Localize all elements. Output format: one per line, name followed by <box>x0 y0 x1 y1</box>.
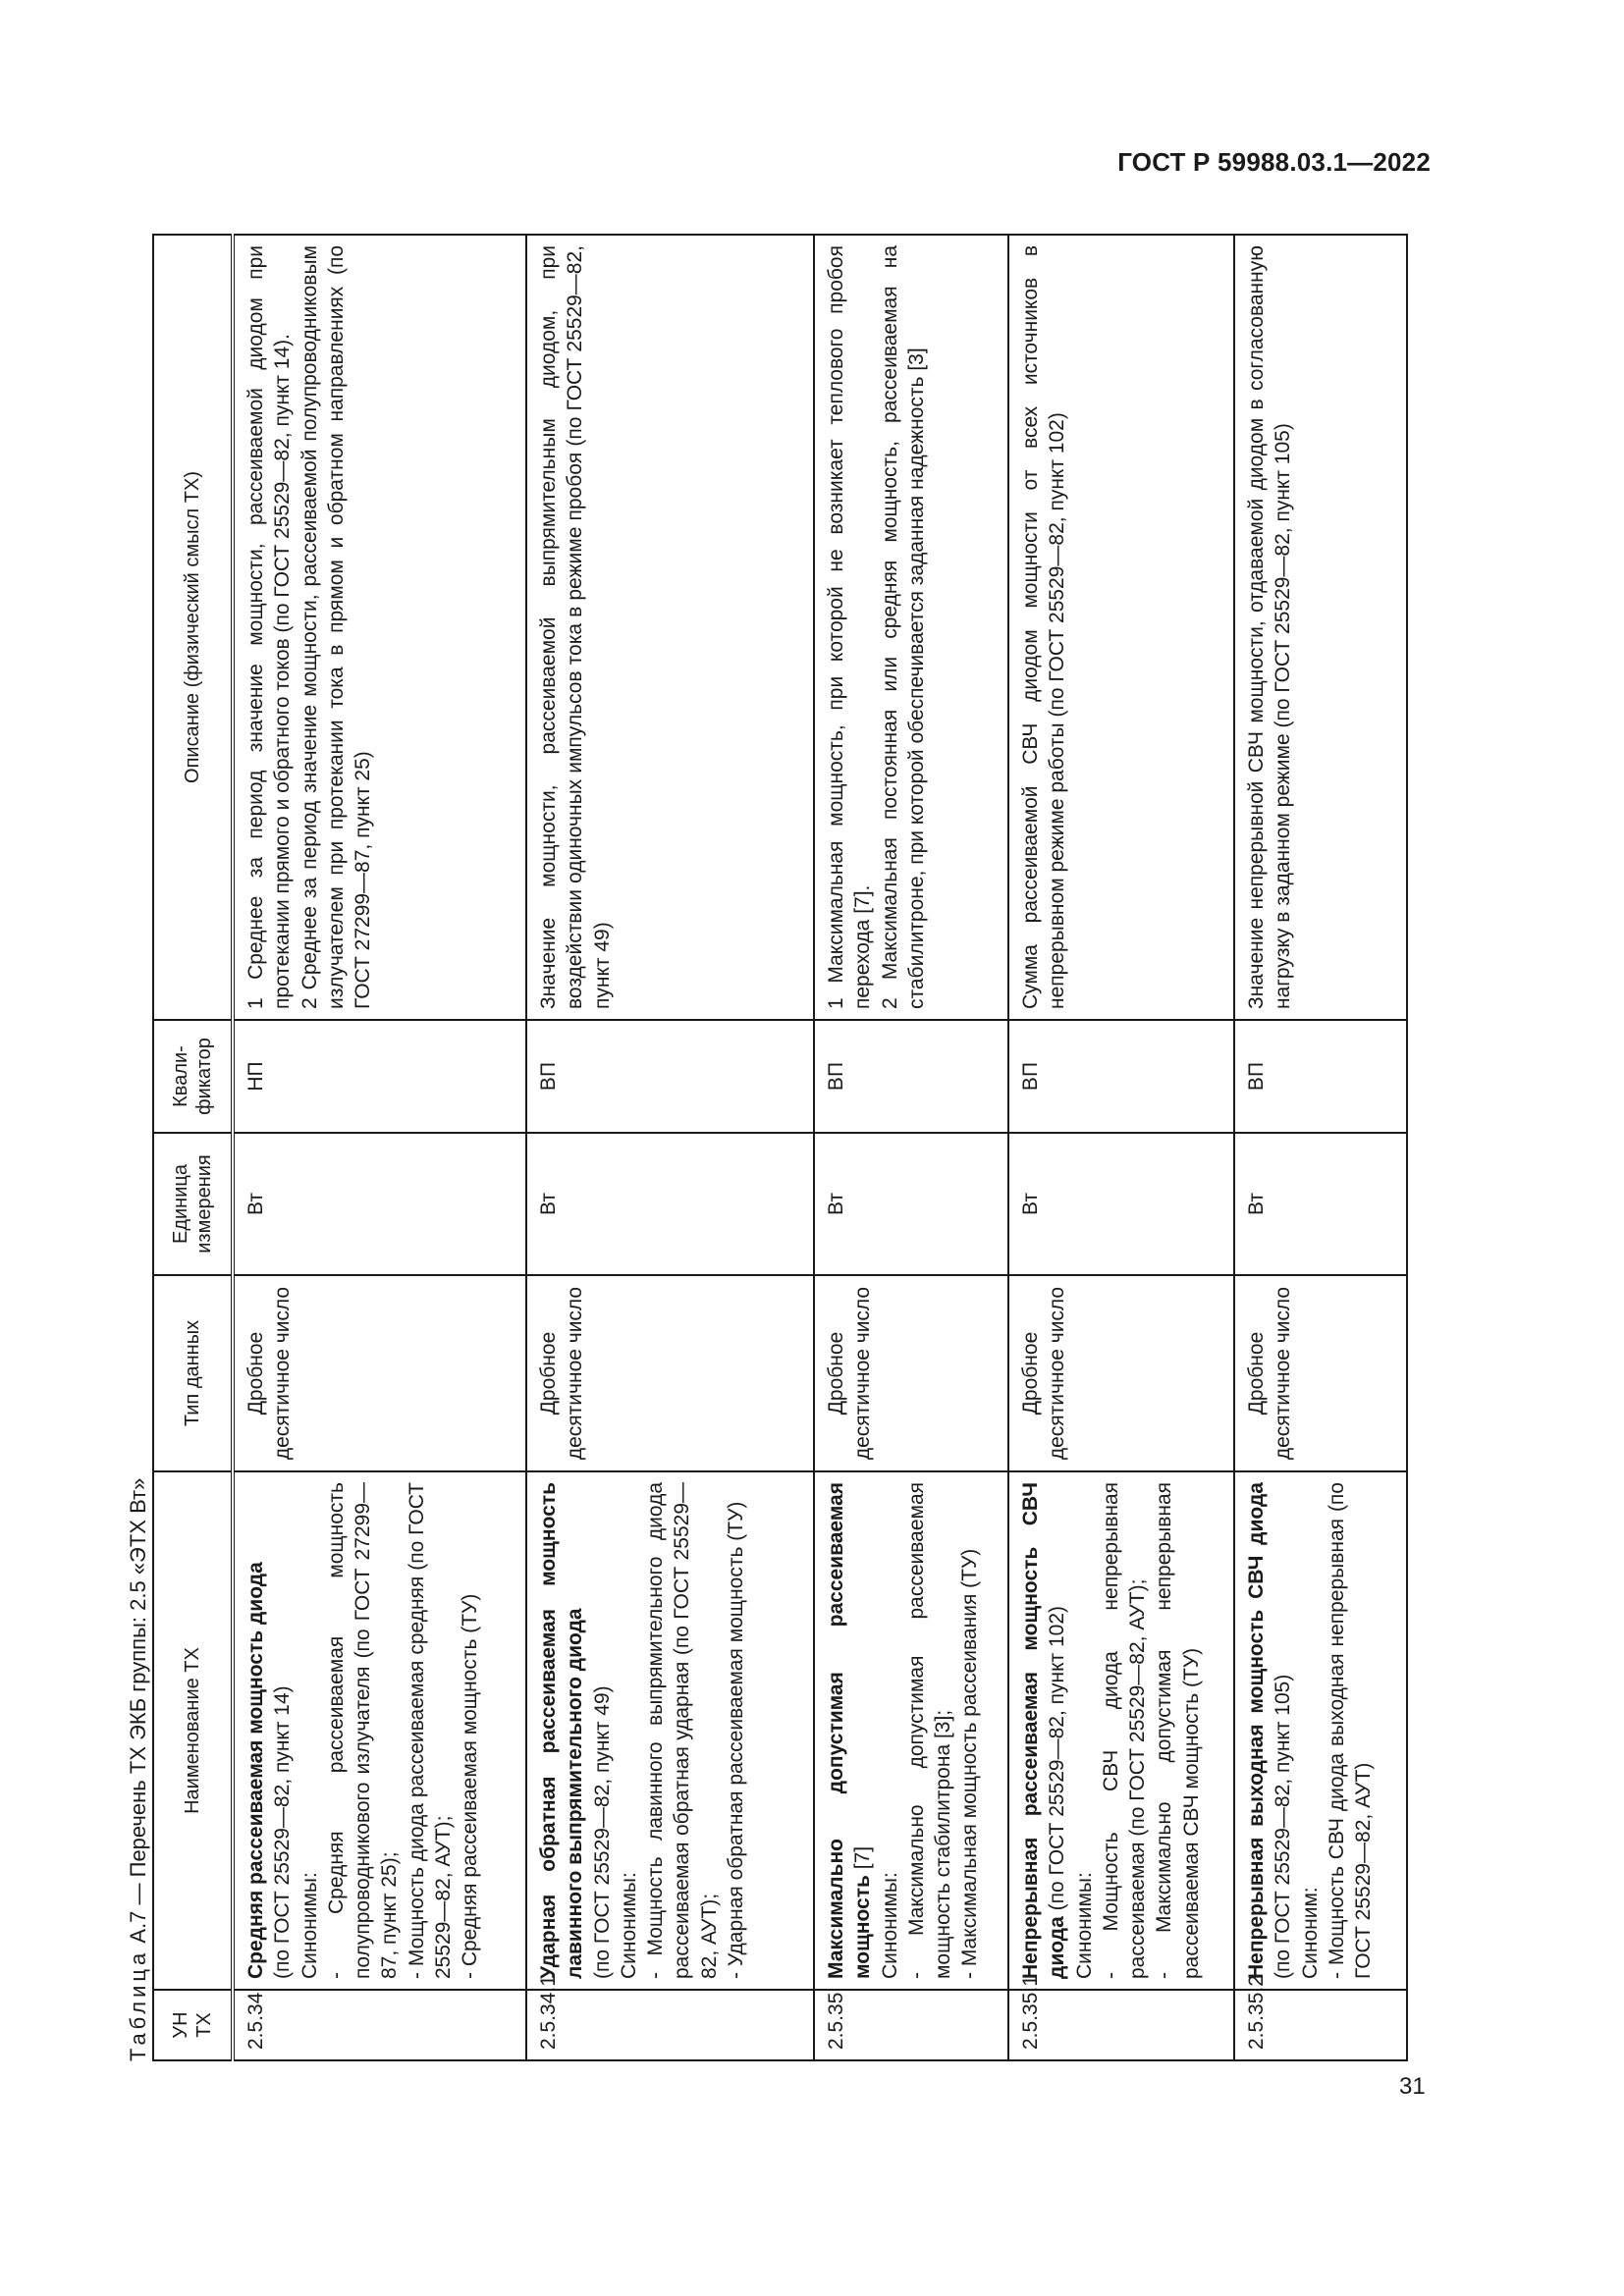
table-row <box>233 235 526 2060</box>
cell-type: Дробное десятичное число <box>233 1275 526 1471</box>
name-line: - Мощность СВЧ диода выходная непрерывная (по ГОСТ 25529—82, АУТ) <box>1325 1482 1376 1979</box>
cell-name <box>1234 1471 1407 1990</box>
header-description: Описание (физический смысл ТХ) <box>153 235 233 1020</box>
name-line: - Максимальная мощность рассеивания (ТУ) <box>958 1548 982 1979</box>
caption-label: Таблица <box>126 1949 150 2061</box>
characteristic-title: Средняя рассеиваемая мощность диода <box>244 1562 267 1979</box>
description-line: 1 Максимальная мощность, при которой не возникает теплового пробоя перехода [7]. <box>825 245 875 1009</box>
page-number: 31 <box>1399 2073 1426 2100</box>
cell-name <box>814 1471 1008 1990</box>
description-line: Сумма рассеиваемой СВЧ диодом мощности от всех источников в непрерывном режиме работы (по ГОСТ 25529—82, пункт 102) <box>1019 245 1069 1009</box>
document-code: ГОСТ Р 59988.03.1—2022 <box>1117 147 1431 177</box>
characteristic-title: Непрерывная рассеиваемая мощность СВЧ диода <box>1019 1482 1069 1979</box>
cell-description <box>1008 235 1234 1020</box>
cell-unit: Вт <box>1234 1133 1407 1275</box>
header-unit: Единица измерения <box>153 1133 233 1275</box>
name-line: - Ударная обратная рассеиваемая мощность (ТУ) <box>725 1501 748 1979</box>
name-line: Синоним: <box>1298 1887 1322 1979</box>
name-line: [7] <box>851 1845 875 1870</box>
name-line: - Средняя рассеиваемая мощность полупроводникового излучателя (по ГОСТ 27299—87, пункт 25); <box>324 1482 402 1979</box>
cell-code: 2.5.35 <box>814 1990 1008 2060</box>
rotated-table-block <box>108 236 1384 2061</box>
name-line: - Мощность диода рассеиваемая средняя (по ГОСТ 25529—82, АУТ); <box>405 1482 456 1979</box>
characteristic-title: Максимально допустимая рассеиваемая мощность <box>825 1482 875 1979</box>
cell-qualifier: ВП <box>814 1020 1008 1133</box>
table-caption <box>126 1478 151 2061</box>
name-line: - Средняя рассеиваемая мощность (ТУ) <box>459 1593 482 1979</box>
name-line: (по ГОСТ 25529—82, пункт 102) <box>1046 1606 1069 1911</box>
name-line: Синонимы: <box>298 1872 321 1979</box>
cell-type: Дробное десятичное число <box>814 1275 1008 1471</box>
cell-code: 2.5.35.1 <box>1008 1990 1234 2060</box>
description-line: Значение мощности, рассеиваемой выпрямительным диодом, при воздействии одиночных импульсов тока в режиме пробоя (по ГОСТ 25529—82, пункт 49) <box>537 245 614 1009</box>
table-row <box>814 235 1008 2060</box>
cell-qualifier: ВП <box>526 1020 814 1133</box>
cell-qualifier: ВП <box>1008 1020 1234 1133</box>
description-line: 2 Среднее за период значение мощности, рассеиваемой полупроводниковым излучателем при протекании тока в прямом и обратном направлениях (по ГОСТ 27299—87, пункт 25) <box>298 245 375 1009</box>
characteristic-title: Ударная обратная рассеиваемая мощность лавинного выпрямительного диода <box>537 1482 587 1979</box>
description-line: Значение непрерывной СВЧ мощности, отдаваемой диодом в согласованную нагрузку в заданном режиме (по ГОСТ 25529—82, пункт 105) <box>1245 245 1295 1009</box>
caption-text: А.7 — Перечень ТХ ЭКБ группы: 2.5 «ЭТХ Вт» <box>126 1477 150 1944</box>
characteristic-title: Непрерывная выходная мощность СВЧ диода <box>1245 1482 1268 1979</box>
header-qualifier: Квали-фикатор <box>153 1020 233 1133</box>
cell-description <box>814 235 1008 1020</box>
cell-description <box>233 235 526 1020</box>
cell-description <box>526 235 814 1020</box>
table-row <box>1234 235 1407 2060</box>
cell-description <box>1234 235 1407 1020</box>
description-line: 1 Среднее за период значение мощности, рассеиваемой диодом при протекании прямого и обратного токов (по ГОСТ 25529—82, пункт 14). <box>244 245 295 1009</box>
cell-code: 2.5.35.2 <box>1234 1990 1407 2060</box>
cell-code: 2.5.34.1 <box>526 1990 814 2060</box>
cell-unit: Вт <box>233 1133 526 1275</box>
cell-code: 2.5.34 <box>233 1990 526 2060</box>
cell-unit: Вт <box>1008 1133 1234 1275</box>
name-line: (по ГОСТ 25529—82, пункт 105) <box>1272 1674 1295 1979</box>
cell-type: Дробное десятичное число <box>526 1275 814 1471</box>
characteristics-table <box>152 234 1408 2061</box>
name-line: - Максимально допустимая рассеиваемая мощность стабилитрона [3]; <box>904 1482 955 1979</box>
header-code: УН ТХ <box>153 1990 233 2060</box>
cell-unit: Вт <box>526 1133 814 1275</box>
cell-name <box>526 1471 814 1990</box>
cell-name <box>233 1471 526 1990</box>
name-line: Синонимы: <box>617 1872 640 1979</box>
cell-type: Дробное десятичное число <box>1008 1275 1234 1471</box>
table-row <box>526 235 814 2060</box>
name-line: - Мощность лавинного выпрямительного диода рассеиваемая обратная ударная (по ГОСТ 25529—82, АУТ); <box>644 1482 721 1979</box>
cell-qualifier: ВП <box>1234 1020 1407 1133</box>
cell-name <box>1008 1471 1234 1990</box>
cell-qualifier: НП <box>233 1020 526 1133</box>
cell-type: Дробное десятичное число <box>1234 1275 1407 1471</box>
name-line: (по ГОСТ 25529—82, пункт 14) <box>271 1685 295 1979</box>
name-line: (по ГОСТ 25529—82, пункт 49) <box>590 1685 614 1979</box>
name-line: - Максимально допустимая непрерывная рассеиваемая СВЧ мощность (ТУ) <box>1153 1482 1203 1979</box>
table-header-row <box>153 235 233 2060</box>
cell-unit: Вт <box>814 1133 1008 1275</box>
table-row <box>1008 235 1234 2060</box>
description-line: 2 Максимальная постоянная или средняя мощность, рассеиваемая на стабилитроне, при которой обеспечивается заданная надежность [3] <box>878 245 928 1009</box>
name-line: - Мощность СВЧ диода непрерывная рассеиваемая (по ГОСТ 25529—82, АУТ); <box>1099 1482 1150 1979</box>
name-line: Синонимы: <box>878 1872 901 1979</box>
name-line: Синонимы: <box>1072 1872 1096 1979</box>
header-name: Наименование ТХ <box>153 1471 233 1990</box>
header-type: Тип данных <box>153 1275 233 1471</box>
